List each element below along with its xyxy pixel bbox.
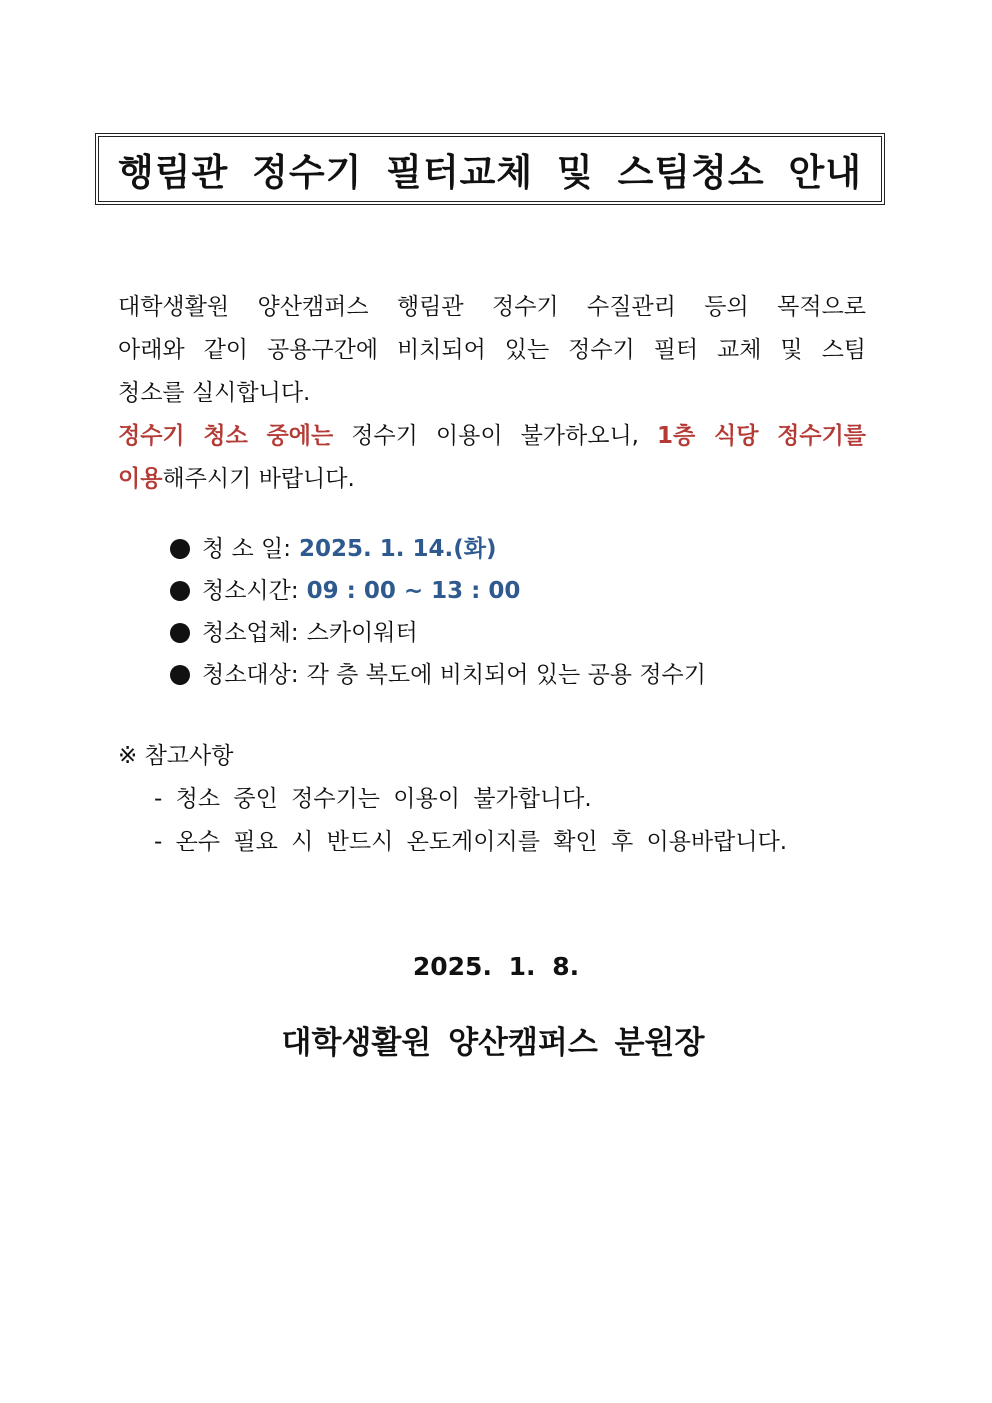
detail-value: 스카이워터 [306, 620, 418, 646]
intro-line: 아래와 같이 공용구간에 비치되어 있는 정수기 필터 교체 및 스팀 [118, 337, 866, 363]
notice-highlight: 정수기 청소 중에는 [118, 423, 334, 449]
detail-label: 청소업체: [202, 620, 299, 646]
detail-row-time [170, 570, 706, 612]
notice-highlight: 이용 [118, 466, 163, 492]
notice-text: 해주시기 바랍니다. [162, 466, 355, 492]
document-title: 행림관 정수기 필터교체 및 스팀청소 안내 [117, 151, 863, 194]
title-box-inner [98, 136, 882, 202]
bullet-icon [170, 623, 190, 643]
note-item: - 청소 중인 정수기는 이용이 불가합니다. [154, 786, 592, 812]
detail-label: 청소시간: [202, 578, 299, 604]
bullet-icon [170, 539, 190, 559]
note-item: - 온수 필요 시 반드시 온도게이지를 확인 후 이용바랍니다. [154, 829, 788, 855]
notice-text: 정수기 이용이 불가하오니, [333, 423, 658, 449]
detail-row-target [170, 654, 706, 696]
reference-notes [118, 735, 787, 864]
notice-highlight: 1층 식당 정수기를 [657, 423, 867, 449]
notes-heading: ※ 참고사항 [118, 743, 234, 769]
signature: 대학생활원 양산캠퍼스 분원장 [281, 1025, 705, 1061]
title-box [95, 133, 885, 205]
detail-value: 2025. 1. 14.(화) [299, 536, 497, 562]
issue-date: 2025. 1. 8. [412, 952, 580, 981]
intro-line: 대학생활원 양산캠퍼스 행림관 정수기 수질관리 등의 목적으로 [118, 294, 866, 320]
detail-value: 09 : 00 ~ 13 : 00 [306, 578, 521, 604]
notice-line-1 [118, 415, 866, 458]
intro-paragraph [118, 286, 866, 501]
bullet-icon [170, 581, 190, 601]
detail-value: 각 층 복도에 비치되어 있는 공용 정수기 [306, 662, 706, 688]
detail-label: 청소대상: [202, 662, 299, 688]
detail-row-date [170, 528, 706, 570]
intro-line: 청소를 실시합니다. [118, 380, 311, 406]
detail-row-company [170, 612, 706, 654]
notice-line-2 [118, 458, 866, 501]
detail-label: 청 소 일: [202, 536, 292, 562]
cleaning-details [170, 528, 706, 696]
bullet-icon [170, 665, 190, 685]
